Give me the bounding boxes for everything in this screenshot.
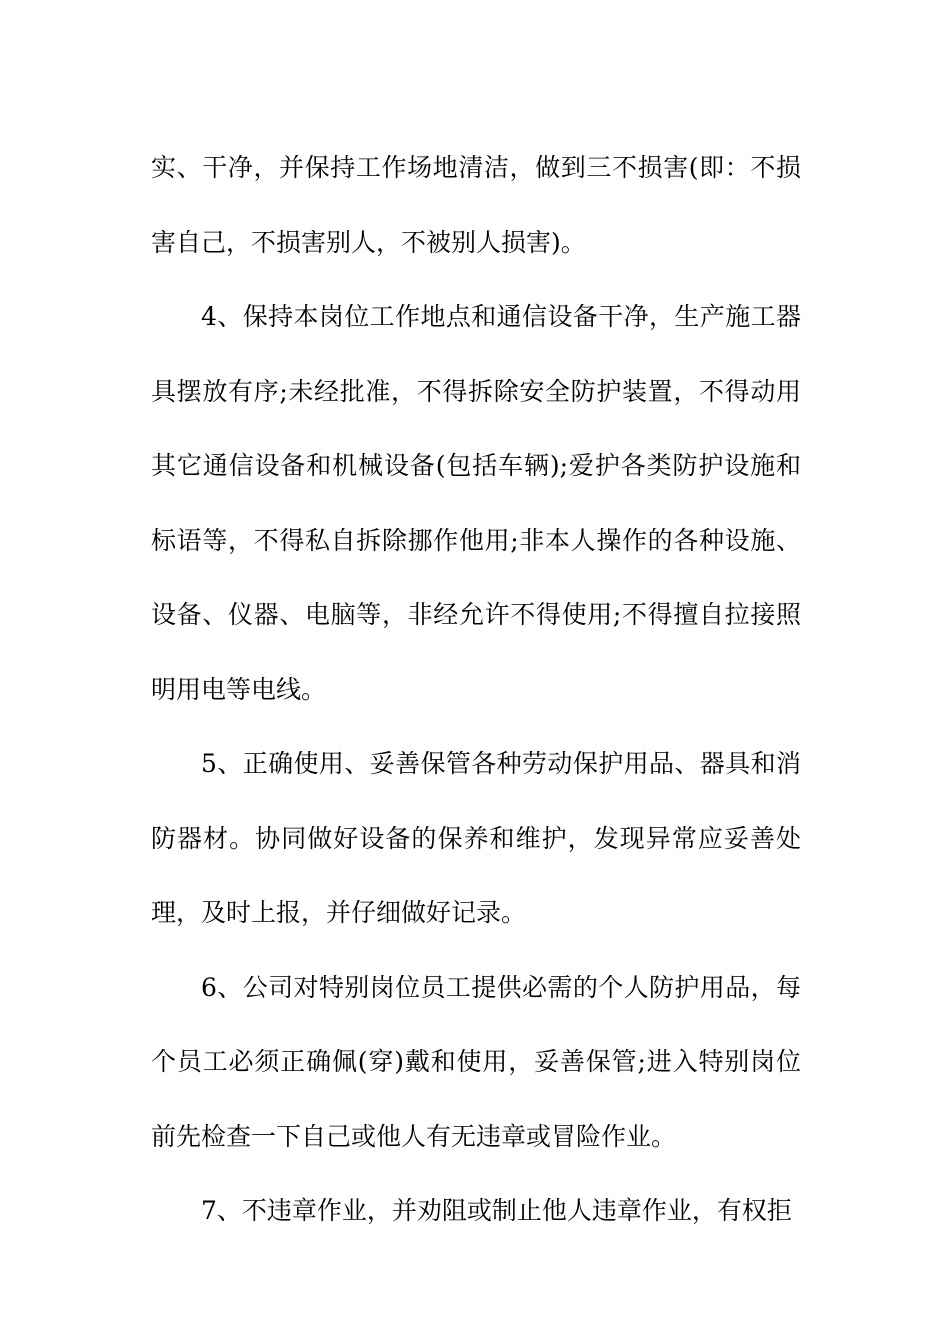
paragraph-item-6: 6、公司对特别岗位员工提供必需的个人防护用品，每个员工必须正确佩(穿)戴和使用，妥善保管;进入特别岗位前先检查一下自己或他人有无违章或冒险作业。 — [151, 972, 801, 1151]
paragraph-continuation: 实、干净，并保持工作场地清洁，做到三不损害(即：不损害自己，不损害别人，不被别人损害)。 — [151, 153, 801, 257]
paragraph-item-4: 4、保持本岗位工作地点和通信设备干净，生产施工器具摆放有序;未经批准，不得拆除安全防护装置，不得动用其它通信设备和机械设备(包括车辆);爱护各类防护设施和标语等，不得私自拆除挪作他用;非本人操作的各种设施、设备、仪器、电脑等，非经允许不得使用;不得擅自拉接照明用电等电线。 — [151, 302, 801, 704]
document-body — [151, 131, 801, 1249]
paragraph-item-7: 7、不违章作业，并劝阻或制止他人违章作业，有权拒 — [201, 1196, 792, 1225]
paragraph-item-5: 5、正确使用、妥善保管各种劳动保护用品、器具和消防器材。协同做好设备的保养和维护，发现异常应妥善处理，及时上报，并仔细做好记录。 — [151, 749, 801, 927]
